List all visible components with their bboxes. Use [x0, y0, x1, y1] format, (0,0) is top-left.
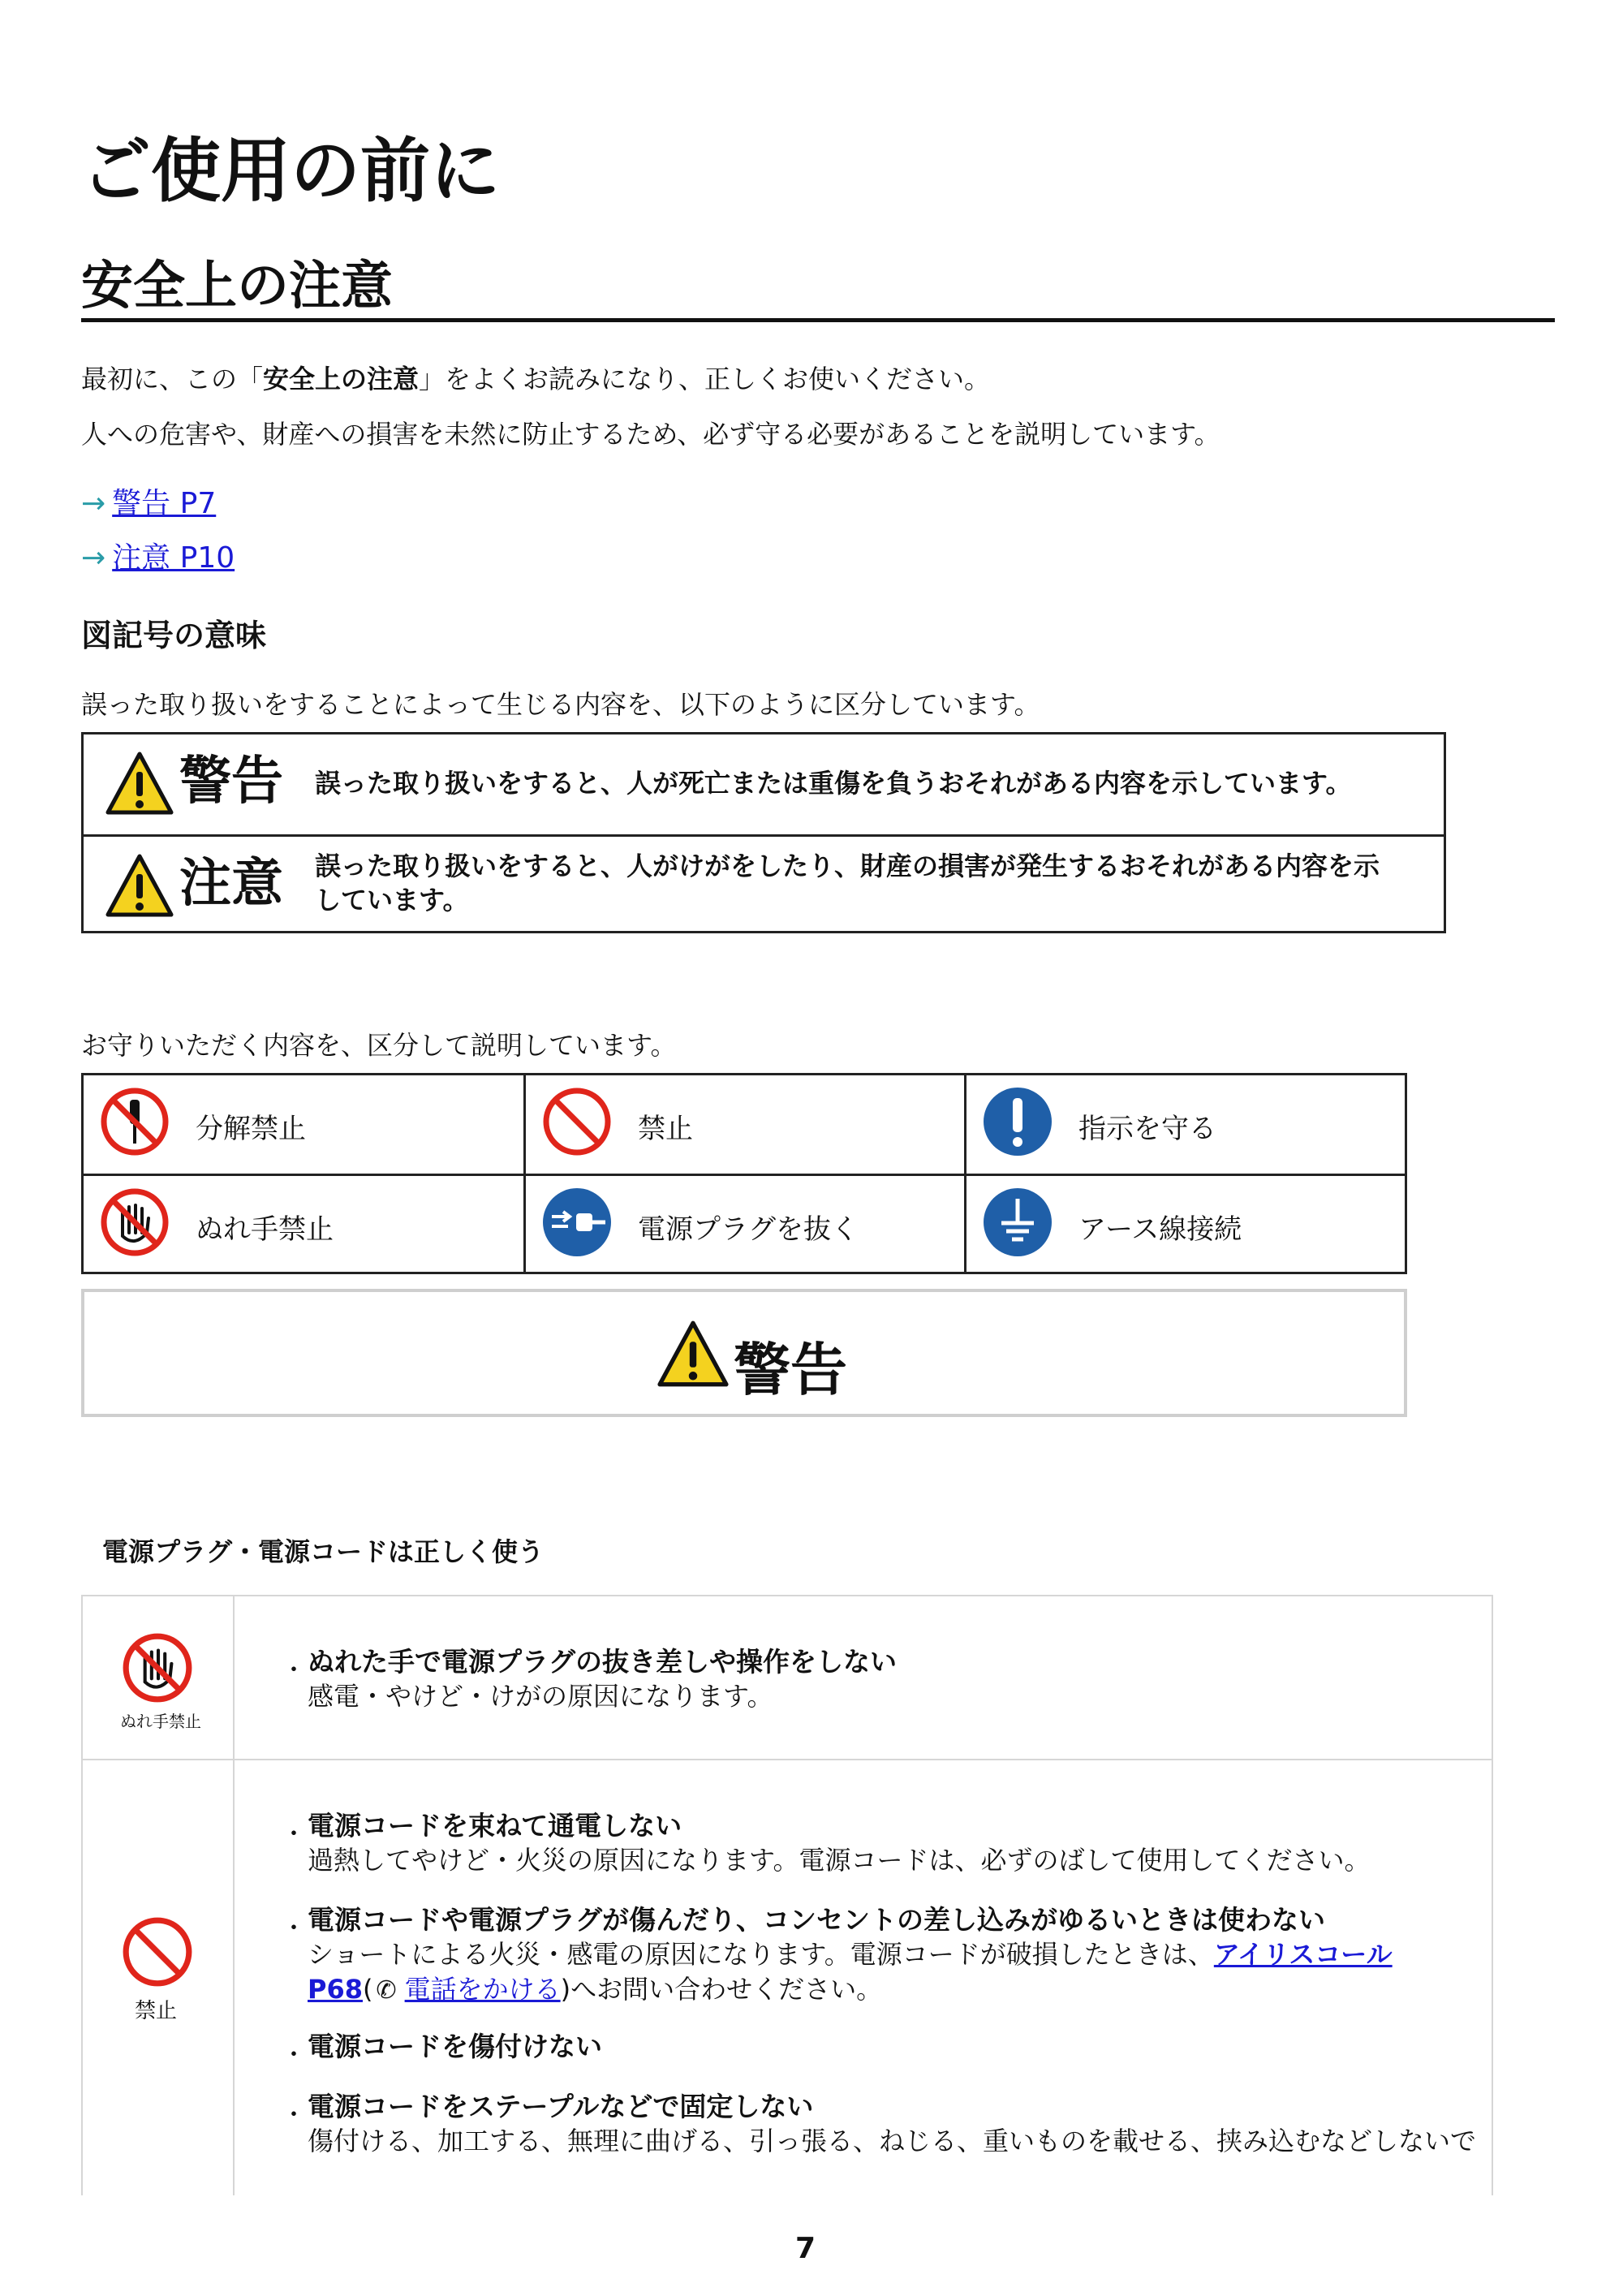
intro-paragraph-1 — [81, 363, 990, 397]
symbol-label: 指示を守る — [1078, 1113, 1216, 1145]
symbol-ground — [966, 1176, 1406, 1274]
symbol-no-disassembly — [84, 1075, 523, 1174]
rule-group-title: 電源プラグ・電源コードは正しく使う — [102, 1536, 545, 1567]
intro-text: 」をよくお読みになり、正しくお使いください。 — [419, 364, 991, 394]
unplug-icon — [540, 1186, 613, 1259]
xref-caution[interactable] — [81, 540, 235, 578]
no-wet-hands-icon — [98, 1186, 171, 1259]
rule-heading: 電源コードを束ねて通電しない — [308, 1810, 682, 1842]
warning-triangle-icon — [105, 853, 174, 918]
symbol-label: 禁止 — [638, 1113, 693, 1145]
rule-heading: 電源コードをステープルなどで固定しない — [308, 2091, 814, 2122]
no-disassembly-icon — [98, 1085, 171, 1158]
signal-word-table — [81, 732, 1446, 933]
intro-text: 最初に、この「 — [81, 364, 264, 394]
signal-description — [315, 850, 1380, 917]
xref-caution-link[interactable]: 注意 P10 — [112, 541, 235, 575]
section-divider — [81, 318, 1555, 322]
intro-emphasis: 安全上の注意 — [263, 364, 420, 394]
page-title: ご使用の前に — [81, 131, 500, 212]
rule-body: 傷付ける、加工する、無理に曲げる、引っ張る、ねじる、重いものを載せる、挟み込むなどしないで — [308, 2126, 1477, 2156]
xref-warning[interactable] — [81, 485, 216, 523]
rule-body — [308, 1937, 1393, 1972]
rule-body-text: ショートによる火災・感電の原因になります。電源コードが破損したときは、 — [308, 1939, 1214, 1970]
arrow-right-icon: → — [81, 487, 106, 520]
symbol-prohibited — [526, 1075, 966, 1174]
signal-description-line: しています。 — [315, 884, 469, 915]
page-number: 7 — [795, 2232, 816, 2265]
rule-body: 過熱してやけど・火災の原因になります。電源コードは、必ずのばして使用してください。 — [308, 1845, 1371, 1876]
symbol-mandatory — [966, 1075, 1406, 1174]
symbols-heading: 図記号の意味 — [81, 618, 267, 653]
call-link[interactable]: 電話をかける — [404, 1974, 561, 2005]
signal-description-line: 誤った取り扱いをすると、人がけがをしたり、財産の損害が発生するおそれがある内容を示 — [315, 851, 1380, 881]
bullet: ・ — [282, 2041, 306, 2070]
bullet: ・ — [282, 2101, 306, 2130]
warning-banner — [81, 1289, 1407, 1417]
warning-banner-title: 警告 — [734, 1337, 847, 1403]
rules-table — [81, 1595, 1493, 2195]
rule-heading: ぬれた手で電源プラグの抜き差しや操作をしない — [308, 1646, 897, 1678]
prohibited-icon — [540, 1085, 613, 1158]
page-68-link[interactable]: P68 — [308, 1974, 363, 2005]
bullet: ・ — [282, 1656, 306, 1685]
signal-row-caution — [84, 834, 1444, 933]
rule-heading: 電源コードや電源プラグが傷んだり、コンセントの差し込みがゆるいときは使わない — [308, 1904, 1325, 1936]
signal-intro: 誤った取り扱いをすることによって生じる内容を、以下のように区分しています。 — [81, 689, 1040, 720]
no-wet-hands-icon — [120, 1630, 195, 1705]
ground-connection-icon — [981, 1186, 1054, 1259]
table-divider — [83, 1759, 1492, 1760]
symbol-label: 電源プラグを抜く — [638, 1213, 859, 1246]
warning-triangle-icon — [105, 751, 174, 816]
rule-heading: 電源コードを傷付けない — [308, 2031, 602, 2062]
icon-caption: ぬれ手禁止 — [120, 1712, 201, 1731]
symbol-label: 分解禁止 — [196, 1113, 306, 1145]
symbol-intro: お守りいただく内容を、区分して説明しています。 — [81, 1030, 677, 1061]
signal-row-warning — [84, 734, 1444, 834]
symbol-unplug — [526, 1176, 966, 1274]
symbol-label: アース線接続 — [1078, 1213, 1242, 1246]
symbol-legend-table — [81, 1073, 1407, 1274]
rule-body — [308, 1972, 882, 2008]
arrow-right-icon: → — [81, 541, 106, 575]
bullet: ・ — [282, 1915, 306, 1943]
mandatory-exclamation-icon — [981, 1085, 1054, 1158]
prohibited-icon — [120, 1915, 195, 1989]
signal-description: 誤った取り扱いをすると、人が死亡または重傷を負うおそれがある内容を示しています。 — [315, 768, 1352, 799]
rule-body-text: ( — [362, 1974, 373, 2005]
xref-warning-link[interactable]: 警告 P7 — [112, 487, 217, 520]
section-title: 安全上の注意 — [81, 256, 393, 317]
rule-body: 感電・やけど・けがの原因になります。 — [308, 1681, 773, 1712]
bullet: ・ — [282, 1820, 306, 1849]
table-divider — [233, 1596, 235, 2195]
signal-word: 注意 — [179, 854, 283, 914]
symbol-no-wet-hands — [84, 1176, 523, 1274]
warning-triangle-icon — [656, 1320, 730, 1388]
rule-body-text: )へお問い合わせください。 — [560, 1974, 883, 2005]
signal-word: 警告 — [179, 752, 283, 812]
iris-call-link[interactable]: アイリスコール — [1213, 1939, 1393, 1970]
phone-icon: ✆ — [376, 1976, 397, 2005]
icon-caption: 禁止 — [135, 1999, 178, 2023]
symbol-label: ぬれ手禁止 — [196, 1213, 334, 1246]
intro-paragraph-2: 人への危害や、財産への損害を未然に防止するため、必ず守る必要があることを説明しています。 — [81, 419, 1220, 450]
